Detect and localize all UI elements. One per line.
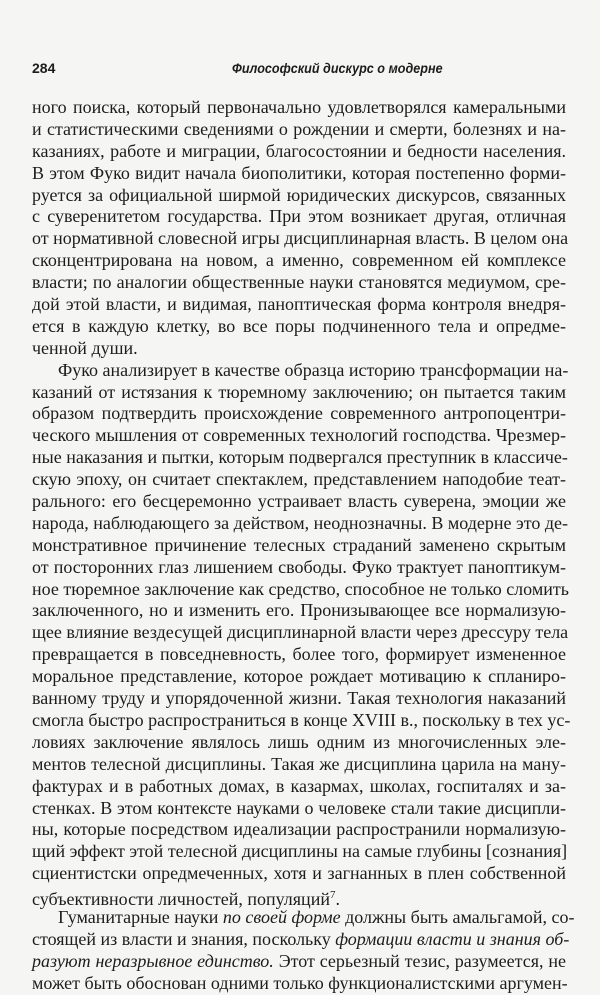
- text-line: ченной души.: [32, 337, 138, 358]
- text-line: заключенного, но и изменить его. Пронизывающее все нормализую-: [32, 600, 566, 621]
- text-line: ческого мышления от современных технологий господства. Чрезмер-: [32, 425, 566, 446]
- text-line: рального: его бесцеремонно устраивает власть суверена, эмоции же: [32, 491, 566, 512]
- footnote-marker[interactable]: 7: [329, 889, 336, 902]
- text-line: В этом Фуко видит начала биополитики, которая постепенно форми-: [32, 162, 566, 183]
- text-line: стенках. В этом контексте науками о человеке стали такие дисципли-: [32, 797, 566, 818]
- paragraph-2: [32, 359, 571, 910]
- text-line: монстративное причинение телесных страданий заменено скрытым: [32, 534, 566, 555]
- text-line: сконцентрирована на новом, а именно, современном ей комплексе: [32, 250, 566, 271]
- text-line: дой этой власти, и видимая, паноптическая форма контроля внедря-: [32, 294, 566, 315]
- text-line: ное тюремное заключение как средство, способное не только сломить: [32, 578, 569, 599]
- text-line: Гуманитарные науки по своей форме должны быть амальгамой, со-: [58, 906, 575, 927]
- running-title: Философский дискурс о модерне: [232, 60, 443, 76]
- text-line: сциентистски опредмеченных, хотя и загнанных в плен собственной: [32, 863, 566, 884]
- text-line: субъективности личностей, популяций$^7$.: [32, 889, 340, 910]
- text-line: скую эпоху, он считает спектаклем, представлением наподобие теат-: [32, 469, 566, 490]
- text-line: народа, наблюдающего за действом, неоднозначны. В модерне это де-: [32, 512, 568, 533]
- text-line: руется за официальной ширмой юридических дискурсов, связанных: [32, 184, 566, 205]
- text-line: ного поиска, который первоначально удовлетворялся камеральными: [32, 97, 566, 117]
- text-line: Фуко анализирует в качестве образца историю трансформации на-: [58, 359, 569, 380]
- text-line: от нормативной словесной игры дисциплинарная власть. В целом она: [32, 228, 569, 249]
- text-line: стоящей из власти и знания, поскольку формации власти и знания об-: [32, 928, 570, 949]
- text-line: казаний от истязания к тюремному заключению; он пытается таким: [32, 381, 566, 402]
- text-line: превращается в повседневность, более того, формирует измененное: [32, 644, 566, 665]
- text-line: может быть обоснован одними только функционалистскими аргумен-: [32, 972, 568, 993]
- text-line: ется в каждую клетку, во все поры подчиненного тела и опредме-: [32, 315, 566, 336]
- text-line: ментов телесной дисциплины. Такая же дисциплина царила на ману-: [32, 753, 566, 774]
- text-line: ловиях заключение являлось лишь одним из многочисленных эле-: [32, 731, 566, 752]
- running-header: [32, 60, 566, 80]
- text-line: казаниях, работе и миграции, благосостоянии и бедности населения.: [32, 140, 566, 161]
- text-line: ные наказания и пытки, которым подвергался преступник в классиче-: [32, 447, 568, 468]
- text-line: с суверенитетом государства. При этом возникает другая, отличная: [32, 206, 566, 227]
- text-line: щий эффект этой телесной дисциплины на самые глубины [сознания]: [32, 841, 568, 862]
- body-text: [32, 97, 575, 995]
- text-line: смогла быстро распространиться в конце XVIII в., поскольку в тех ус-: [32, 709, 571, 730]
- paragraph-3: [32, 906, 575, 995]
- text-line: ны, которые посредством идеализации распространили нормализую-: [32, 819, 566, 840]
- text-line: образом подтвердить происхождение современного антропоцентри-: [32, 403, 566, 424]
- text-line: и статистическими сведениями о рождении и смерти, болезнях и на-: [32, 118, 566, 139]
- text-line: щее влияние вездесущей дисциплинарной власти через дрессуру тела: [32, 622, 569, 643]
- text-line: фактурах и в работных домах, в казармах, школах, госпиталях и за-: [32, 775, 566, 796]
- text-line: власти; по аналогии общественные науки становятся медиумом, сре-: [32, 272, 566, 293]
- text-line: от посторонних глаз лишением свободы. Фуко трактует паноптикум-: [32, 556, 566, 577]
- text-line: разуют неразрывное единство. Этот серьезный тезис, разумеется, не: [32, 950, 566, 971]
- text-line: моральное представление, которое рождает мотивацию к спланиро-: [32, 666, 566, 687]
- paragraph-1: [32, 97, 569, 360]
- text-line: ванному труду и упорядоченной жизни. Такая технология наказаний: [32, 688, 566, 709]
- page-number: 284: [32, 60, 56, 76]
